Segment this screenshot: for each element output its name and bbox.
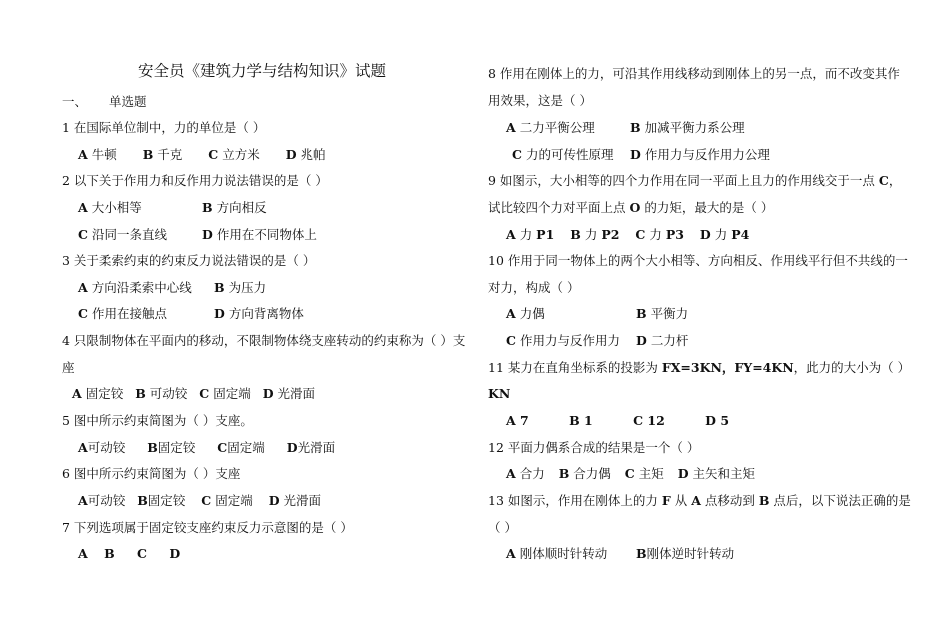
option-key: A <box>78 280 88 295</box>
option-text: 力 <box>519 227 537 242</box>
question-4-stem-cont: 座 <box>62 360 75 375</box>
question-11-stem <box>488 360 910 376</box>
question-13-stem <box>488 493 911 509</box>
point-label: A <box>691 493 701 508</box>
option-key: A <box>78 200 88 215</box>
option-text: 刚体顺时针转动 <box>519 546 608 561</box>
option-key: D <box>677 466 689 481</box>
option-text: 方向背离物体 <box>228 306 304 321</box>
question-13-stem-cont: （ ） <box>488 520 517 535</box>
question-9-stem-cont <box>488 200 773 216</box>
option-text: 二力平衡公理 <box>519 120 595 135</box>
option-text: 大小相等 <box>91 200 142 215</box>
question-13-option-a <box>506 546 607 562</box>
question-7-stem: 7 下列选项属于固定铰支座约束反力示意图的是（ ） <box>62 520 353 535</box>
option-text: 固定铰 <box>147 493 186 508</box>
option-text: 力 <box>649 227 666 242</box>
stem-text: 点移动到 <box>700 493 759 508</box>
option-key: C <box>208 147 219 162</box>
question-1-options <box>78 147 326 163</box>
projection-values: FX=3KN，FY=4KN <box>661 360 794 375</box>
option-text: B 1 <box>569 413 593 428</box>
option-key: C <box>624 466 635 481</box>
option-key: C <box>512 147 522 162</box>
option-text: 作用力与反作用力公理 <box>644 147 770 162</box>
question-3-option-b <box>214 280 266 296</box>
force-label: P2 <box>601 227 620 242</box>
question-10-option-c <box>506 333 620 349</box>
option-text: 主矢和主矩 <box>692 466 756 481</box>
point-label: O <box>629 200 641 215</box>
option-text: 光滑面 <box>297 440 336 455</box>
question-4-stem: 4 只限制物体在平面内的移动，不限制物体绕支座转动的约束称为（ ）支 <box>62 333 466 348</box>
section-header <box>62 94 147 110</box>
option-text: 刚体逆时针转动 <box>646 546 735 561</box>
option-text: 固定端 <box>213 386 251 401</box>
option-text: 固定铰 <box>85 386 124 401</box>
option-text: 加减平衡力系公理 <box>644 120 745 135</box>
question-8-option-c <box>512 147 613 163</box>
stem-text: ， <box>888 173 902 188</box>
question-11-unit: KN <box>488 386 511 401</box>
option-text: 作用在接触点 <box>91 306 167 321</box>
question-3-option-d <box>214 306 304 322</box>
option-text: 兆帕 <box>300 147 326 162</box>
option-key: C <box>199 386 210 401</box>
stem-text: 11 某力在直角坐标系的投影为 <box>488 360 662 375</box>
option-key: A <box>506 120 516 135</box>
option-key: D <box>202 227 213 242</box>
option-text: 光滑面 <box>283 493 322 508</box>
question-6-stem: 6 图中所示约束简图为（ ）支座 <box>62 466 241 481</box>
option-text: 合力偶 <box>573 466 611 481</box>
option-text: 力 <box>714 227 732 242</box>
option-key: B <box>202 200 213 215</box>
option-text: 方向相反 <box>216 200 267 215</box>
option-text: 力的可传性原理 <box>525 147 614 162</box>
force-label: P4 <box>731 227 750 242</box>
option-key: C <box>506 333 516 348</box>
option-text: 可动铰 <box>87 493 126 508</box>
question-8-option-b <box>630 120 745 136</box>
option-text: 千克 <box>157 147 183 162</box>
option-text: 力 <box>584 227 602 242</box>
option-text: 光滑面 <box>277 386 316 401</box>
question-2-option-d <box>202 227 317 243</box>
option-key: B <box>137 493 148 508</box>
force-label: F <box>661 493 671 508</box>
option-key: C <box>635 227 646 242</box>
option-key: D <box>636 333 647 348</box>
option-key: D <box>285 147 297 162</box>
option-key: B <box>142 147 154 162</box>
question-2-option-b <box>202 200 267 216</box>
question-5-stem: 5 图中所示约束简图为（ ）支座。 <box>62 413 253 428</box>
question-3-option-c <box>78 306 167 322</box>
option-key: D <box>214 306 225 321</box>
option-key: D <box>262 386 274 401</box>
option-text: 平衡力 <box>650 306 689 321</box>
option-text: 可动铰 <box>149 386 188 401</box>
stem-text: 试比较四个力对平面上点 <box>488 200 630 215</box>
option-text: 主矩 <box>638 466 664 481</box>
option-key: B <box>636 546 647 561</box>
question-10-option-d <box>636 333 688 349</box>
question-3-option-a <box>78 280 192 296</box>
option-key: A <box>72 386 82 401</box>
option-text: D 5 <box>705 413 730 428</box>
option-key: B <box>558 466 570 481</box>
option-key: A <box>506 466 516 481</box>
question-7-options <box>78 546 180 562</box>
option-text: 固定端 <box>215 493 253 508</box>
question-8-stem-cont: 用效果，这是（ ） <box>488 93 592 108</box>
question-1-stem: 1 在国际单位制中，力的单位是（ ） <box>62 120 266 135</box>
option-key: B <box>135 386 146 401</box>
question-6-options <box>78 493 321 509</box>
option-text: 固定铰 <box>157 440 196 455</box>
page-title: 安全员《建筑力学与结构知识》试题 <box>138 62 387 80</box>
option-text: 二力杆 <box>650 333 689 348</box>
point-label: B <box>758 493 770 508</box>
question-10-option-b <box>636 306 688 322</box>
option-text: 作用在不同物体上 <box>216 227 317 242</box>
stem-text: ，此力的大小为（ ） <box>793 360 911 375</box>
question-2-option-c <box>78 227 167 243</box>
option-key: C <box>217 440 228 455</box>
question-8-option-a <box>506 120 595 136</box>
option-text: 固定端 <box>227 440 265 455</box>
question-10-stem: 10 作用于同一物体上的两个大小相等、方向相反、作用线平行但不共线的一 <box>488 253 908 268</box>
option-key: B <box>104 546 115 561</box>
option-key: A <box>506 306 516 321</box>
option-key: C <box>137 546 147 561</box>
option-key: C <box>78 227 88 242</box>
option-key: B <box>630 120 641 135</box>
question-3-stem: 3 关于柔索约束的约束反力说法错误的是（ ） <box>62 253 316 268</box>
question-8-stem: 8 作用在刚体上的力，可沿其作用线移动到刚体上的另一点，而不改变其作 <box>488 66 900 81</box>
question-10-option-a <box>506 306 545 322</box>
option-key: D <box>630 147 641 162</box>
option-text: 合力 <box>519 466 545 481</box>
option-key: A <box>78 440 88 455</box>
stem-text: 从 <box>670 493 692 508</box>
option-key: A <box>506 227 516 242</box>
question-10-stem-cont: 对力，构成（ ） <box>488 280 580 295</box>
option-text: C 12 <box>633 413 665 428</box>
option-key: C <box>78 306 88 321</box>
stem-text: 的力矩，最大的是（ ） <box>640 200 774 215</box>
option-key: A <box>78 147 88 162</box>
question-4-options <box>72 386 315 402</box>
section-number: 一、 <box>62 94 88 109</box>
option-text: 作用力与反作用力 <box>519 333 620 348</box>
question-12-options <box>506 466 755 482</box>
question-8-option-d <box>630 147 770 163</box>
option-text: 力偶 <box>519 306 545 321</box>
stem-text: 点后，以下说法正确的是 <box>769 493 911 508</box>
question-9-options <box>506 227 749 243</box>
option-key: C <box>201 493 212 508</box>
option-key: D <box>699 227 711 242</box>
option-key: B <box>214 280 225 295</box>
question-5-options <box>78 440 335 456</box>
option-key: B <box>636 306 647 321</box>
force-label: P1 <box>536 227 555 242</box>
stem-text: 13 如图示，作用在刚体上的力 <box>488 493 662 508</box>
stem-text: 9 如图示，大小相等的四个力作用在同一平面上且力的作用线交于一点 <box>488 173 879 188</box>
option-text: A 7 <box>506 413 529 428</box>
section-label: 单选题 <box>109 94 147 109</box>
question-9-stem <box>488 173 901 189</box>
force-label: P3 <box>665 227 684 242</box>
question-2-option-a <box>78 200 142 216</box>
option-key: B <box>147 440 158 455</box>
option-key: A <box>506 546 516 561</box>
question-12-stem: 12 平面力偶系合成的结果是一个（ ） <box>488 440 700 455</box>
option-key: A <box>78 493 88 508</box>
option-key: A <box>78 546 88 561</box>
option-key: D <box>169 546 181 561</box>
question-13-option-b <box>636 546 734 562</box>
option-key: D <box>286 440 298 455</box>
option-key: B <box>570 227 581 242</box>
option-text: 沿同一条直线 <box>91 227 167 242</box>
point-label: C <box>878 173 889 188</box>
option-text: 牛顿 <box>91 147 117 162</box>
option-text: 可动铰 <box>87 440 126 455</box>
question-11-options <box>506 413 729 429</box>
question-2-stem: 2 以下关于作用力和反作用力说法错误的是（ ） <box>62 173 328 188</box>
option-key: D <box>268 493 280 508</box>
option-text: 立方米 <box>222 147 260 162</box>
option-text: 方向沿柔索中心线 <box>91 280 192 295</box>
option-text: 为压力 <box>228 280 267 295</box>
